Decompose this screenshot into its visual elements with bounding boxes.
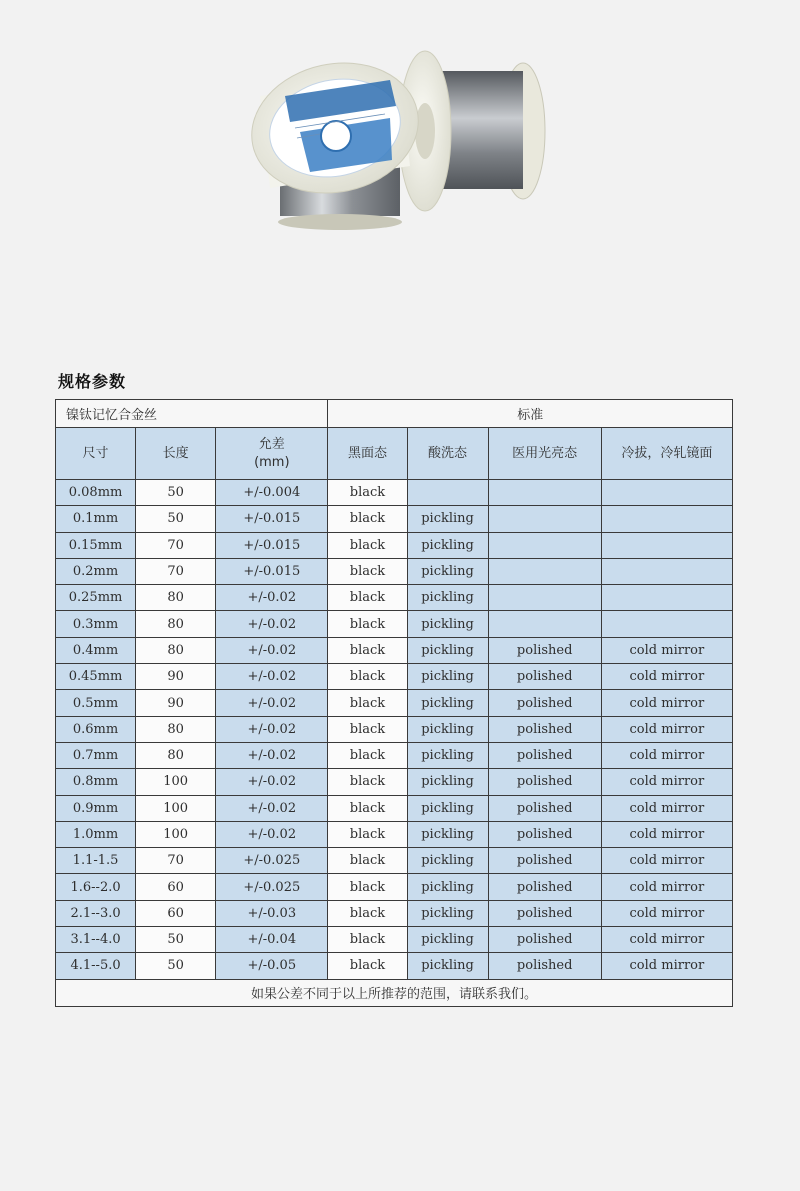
tolerance-label: 允差: [258, 436, 285, 452]
table-row: [56, 953, 733, 979]
cell-black: black: [328, 848, 407, 874]
table-row: [56, 585, 733, 611]
cell-tolerance: +/-0.04: [216, 927, 328, 953]
table-row: [56, 874, 733, 900]
cell-polished: polished: [488, 637, 601, 663]
cell-cold-mirror: cold mirror: [601, 690, 732, 716]
cell-cold-mirror: [601, 558, 732, 584]
cell-black: black: [328, 821, 407, 847]
table-row: [56, 716, 733, 742]
cell-tolerance: +/-0.02: [216, 742, 328, 768]
col-header-polished: 医用光亮态: [488, 428, 601, 480]
cell-tolerance: +/-0.02: [216, 821, 328, 847]
cell-pickling: pickling: [407, 506, 488, 532]
cell-black: black: [328, 953, 407, 979]
cell-size: 0.9mm: [56, 795, 136, 821]
cell-polished: polished: [488, 848, 601, 874]
cell-black: black: [328, 611, 407, 637]
cell-tolerance: +/-0.02: [216, 795, 328, 821]
cell-polished: polished: [488, 690, 601, 716]
cell-black: black: [328, 532, 407, 558]
cell-cold-mirror: [601, 480, 732, 506]
cell-tolerance: +/-0.02: [216, 585, 328, 611]
cell-pickling: pickling: [407, 716, 488, 742]
cell-cold-mirror: cold mirror: [601, 848, 732, 874]
table-row: [56, 769, 733, 795]
cell-tolerance: +/-0.02: [216, 690, 328, 716]
cell-tolerance: +/-0.05: [216, 953, 328, 979]
cell-cold-mirror: cold mirror: [601, 769, 732, 795]
cell-length: 100: [136, 821, 216, 847]
cell-size: 0.8mm: [56, 769, 136, 795]
cell-tolerance: +/-0.025: [216, 874, 328, 900]
cell-size: 0.5mm: [56, 690, 136, 716]
col-header-cold-mirror: 冷拔，冷轧镜面: [601, 428, 732, 480]
cell-polished: [488, 585, 601, 611]
cell-size: 0.2mm: [56, 558, 136, 584]
group-header-row: [56, 400, 733, 428]
cell-pickling: pickling: [407, 848, 488, 874]
col-header-length: 长度: [136, 428, 216, 480]
col-header-tolerance: [216, 428, 328, 480]
table-row: [56, 480, 733, 506]
cell-polished: [488, 532, 601, 558]
cell-polished: [488, 611, 601, 637]
cell-size: 0.45mm: [56, 664, 136, 690]
cell-polished: [488, 558, 601, 584]
product-photo: [240, 36, 550, 230]
cell-length: 80: [136, 716, 216, 742]
cell-length: 90: [136, 664, 216, 690]
cell-black: black: [328, 795, 407, 821]
cell-length: 50: [136, 506, 216, 532]
cell-length: 80: [136, 742, 216, 768]
cell-black: black: [328, 480, 407, 506]
front-spool: [240, 48, 430, 230]
table-row: [56, 611, 733, 637]
cell-pickling: pickling: [407, 637, 488, 663]
footer-row: [56, 979, 733, 1006]
cell-length: 60: [136, 874, 216, 900]
cell-length: 50: [136, 953, 216, 979]
cell-size: 1.0mm: [56, 821, 136, 847]
cell-length: 100: [136, 795, 216, 821]
cell-tolerance: +/-0.02: [216, 637, 328, 663]
cell-pickling: pickling: [407, 927, 488, 953]
cell-cold-mirror: cold mirror: [601, 927, 732, 953]
footer-note: 如果公差不同于以上所推荐的范围，请联系我们。: [56, 979, 733, 1006]
cell-size: 3.1--4.0: [56, 927, 136, 953]
cell-size: 0.4mm: [56, 637, 136, 663]
spec-table-body: [56, 480, 733, 980]
cell-length: 80: [136, 585, 216, 611]
cell-black: black: [328, 637, 407, 663]
cell-black: black: [328, 927, 407, 953]
cell-cold-mirror: cold mirror: [601, 900, 732, 926]
cell-polished: [488, 480, 601, 506]
cell-cold-mirror: [601, 506, 732, 532]
group-header-standard: 标准: [328, 400, 733, 428]
cell-black: black: [328, 900, 407, 926]
cell-black: black: [328, 769, 407, 795]
cell-pickling: pickling: [407, 558, 488, 584]
cell-black: black: [328, 585, 407, 611]
col-header-size: 尺寸: [56, 428, 136, 480]
cell-polished: polished: [488, 821, 601, 847]
cell-polished: polished: [488, 900, 601, 926]
table-row: [56, 637, 733, 663]
cell-cold-mirror: [601, 532, 732, 558]
cell-pickling: pickling: [407, 900, 488, 926]
cell-size: 2.1--3.0: [56, 900, 136, 926]
back-spool: [399, 51, 545, 211]
table-row: [56, 690, 733, 716]
cell-polished: polished: [488, 769, 601, 795]
cell-length: 100: [136, 769, 216, 795]
table-row: [56, 532, 733, 558]
cell-black: black: [328, 742, 407, 768]
cell-tolerance: +/-0.004: [216, 480, 328, 506]
table-row: [56, 927, 733, 953]
cell-black: black: [328, 558, 407, 584]
cell-black: black: [328, 690, 407, 716]
cell-size: 1.1-1.5: [56, 848, 136, 874]
col-header-pickling: 酸洗态: [407, 428, 488, 480]
table-row: [56, 558, 733, 584]
spec-table: [55, 399, 733, 1007]
cell-size: 0.3mm: [56, 611, 136, 637]
table-row: [56, 506, 733, 532]
cell-polished: [488, 506, 601, 532]
cell-size: 0.08mm: [56, 480, 136, 506]
cell-size: 0.6mm: [56, 716, 136, 742]
cell-cold-mirror: [601, 585, 732, 611]
cell-cold-mirror: cold mirror: [601, 821, 732, 847]
table-row: [56, 848, 733, 874]
cell-length: 70: [136, 848, 216, 874]
cell-pickling: pickling: [407, 769, 488, 795]
table-row: [56, 742, 733, 768]
cell-cold-mirror: cold mirror: [601, 716, 732, 742]
cell-length: 50: [136, 480, 216, 506]
section-title: 规格参数: [58, 372, 127, 391]
cell-cold-mirror: cold mirror: [601, 874, 732, 900]
cell-pickling: pickling: [407, 742, 488, 768]
cell-size: 0.1mm: [56, 506, 136, 532]
cell-tolerance: +/-0.02: [216, 716, 328, 742]
cell-polished: polished: [488, 716, 601, 742]
cell-tolerance: +/-0.02: [216, 769, 328, 795]
cell-length: 80: [136, 637, 216, 663]
cell-tolerance: +/-0.015: [216, 558, 328, 584]
cell-size: 1.6--2.0: [56, 874, 136, 900]
cell-length: 80: [136, 611, 216, 637]
cell-polished: polished: [488, 664, 601, 690]
cell-cold-mirror: cold mirror: [601, 664, 732, 690]
cell-size: 0.25mm: [56, 585, 136, 611]
cell-pickling: pickling: [407, 664, 488, 690]
cell-cold-mirror: [601, 611, 732, 637]
cell-pickling: pickling: [407, 795, 488, 821]
cell-tolerance: +/-0.015: [216, 532, 328, 558]
cell-polished: polished: [488, 795, 601, 821]
cell-cold-mirror: cold mirror: [601, 795, 732, 821]
cell-size: 0.7mm: [56, 742, 136, 768]
cell-size: 0.15mm: [56, 532, 136, 558]
cell-cold-mirror: cold mirror: [601, 953, 732, 979]
cell-pickling: pickling: [407, 874, 488, 900]
cell-tolerance: +/-0.015: [216, 506, 328, 532]
cell-black: black: [328, 716, 407, 742]
cell-black: black: [328, 874, 407, 900]
table-row: [56, 664, 733, 690]
cell-size: 4.1--5.0: [56, 953, 136, 979]
cell-length: 60: [136, 900, 216, 926]
cell-tolerance: +/-0.02: [216, 664, 328, 690]
cell-pickling: [407, 480, 488, 506]
col-header-black: 黑面态: [328, 428, 407, 480]
group-header-product: 镍钛记忆合金丝: [56, 400, 328, 428]
cell-pickling: pickling: [407, 690, 488, 716]
cell-pickling: pickling: [407, 611, 488, 637]
table-row: [56, 795, 733, 821]
tolerance-unit: (mm): [254, 454, 290, 470]
table-row: [56, 821, 733, 847]
cell-polished: polished: [488, 953, 601, 979]
cell-black: black: [328, 506, 407, 532]
cell-cold-mirror: cold mirror: [601, 742, 732, 768]
cell-tolerance: +/-0.025: [216, 848, 328, 874]
cell-pickling: pickling: [407, 953, 488, 979]
cell-length: 50: [136, 927, 216, 953]
cell-cold-mirror: cold mirror: [601, 637, 732, 663]
column-header-row: [56, 428, 733, 480]
cell-length: 70: [136, 558, 216, 584]
cell-length: 70: [136, 532, 216, 558]
cell-length: 90: [136, 690, 216, 716]
cell-black: black: [328, 664, 407, 690]
cell-tolerance: +/-0.02: [216, 611, 328, 637]
cell-pickling: pickling: [407, 532, 488, 558]
cell-polished: polished: [488, 742, 601, 768]
cell-pickling: pickling: [407, 585, 488, 611]
cell-pickling: pickling: [407, 821, 488, 847]
cell-polished: polished: [488, 874, 601, 900]
cell-tolerance: +/-0.03: [216, 900, 328, 926]
table-row: [56, 900, 733, 926]
cell-polished: polished: [488, 927, 601, 953]
